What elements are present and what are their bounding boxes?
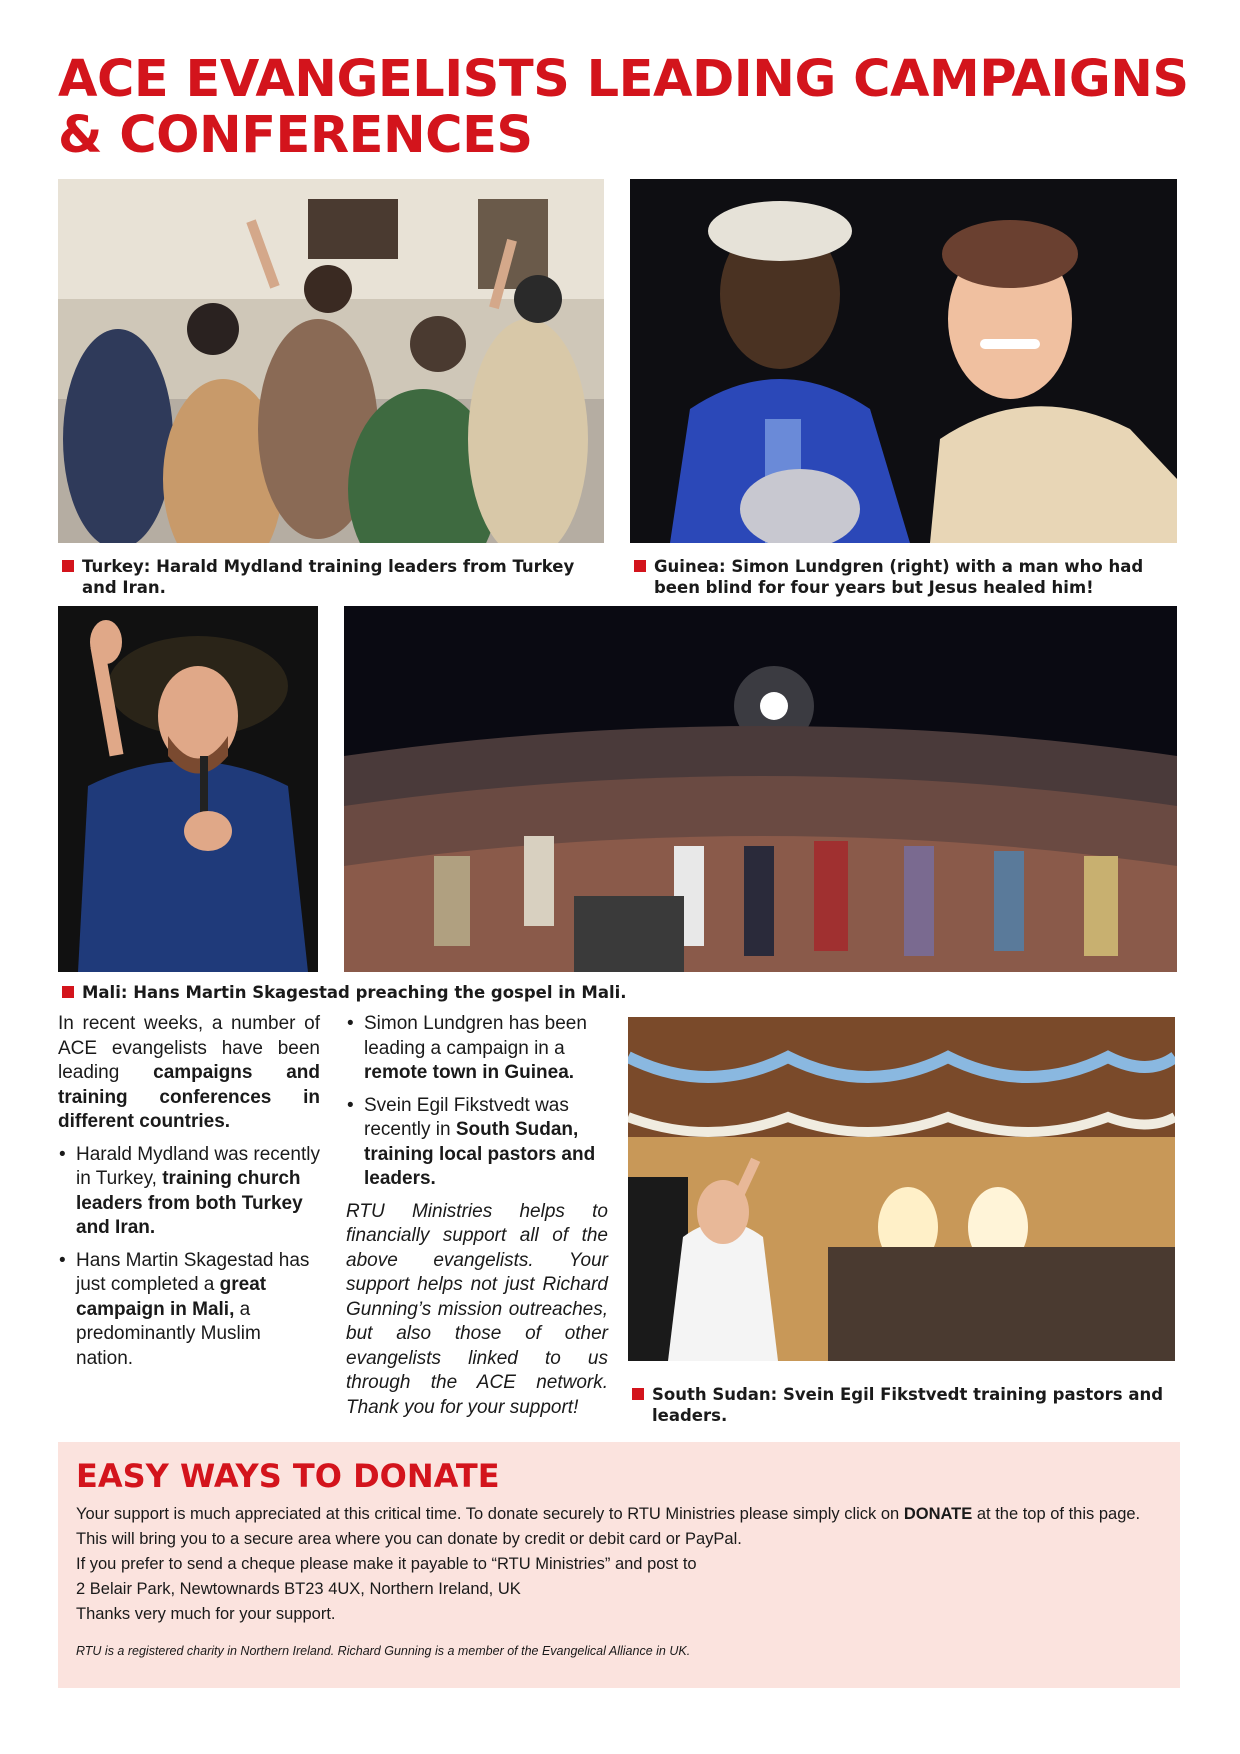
caption-marker <box>634 560 646 572</box>
donate-address: 2 Belair Park, Newtownards BT23 4UX, Northern Ireland, UK <box>76 1580 521 1598</box>
photo-south-sudan <box>628 1017 1175 1361</box>
donate-thanks: Thanks very much for your support. <box>76 1605 336 1623</box>
caption-south-sudan-text: South Sudan: Svein Egil Fikstvedt training pastors and leaders. <box>652 1385 1164 1425</box>
bullet-item <box>346 1012 608 1086</box>
bullet-item <box>58 1249 320 1372</box>
photo-mali-crowd <box>344 606 1177 972</box>
donate-p1-before: Your support is much appreciated at this critical time. To donate securely to RTU Ministries please simply click on <box>76 1505 904 1523</box>
donate-paragraph-2: If you prefer to send a cheque please make it payable to “RTU Ministries” and post to <box>76 1555 697 1573</box>
caption-guinea <box>634 556 1180 598</box>
charity-footnote: RTU is a registered charity in Northern Ireland. Richard Gunning is a member of the Evangelical Alliance in UK. <box>76 1644 691 1658</box>
bullet-plain: Simon Lundgren has been leading a campaign in a <box>364 1013 587 1059</box>
caption-mali-text: Mali: Hans Martin Skagestad preaching the gospel in Mali. <box>82 983 627 1002</box>
bullet-bold: South Sudan, training local pastors and leaders. <box>364 1119 596 1189</box>
bullet-bold: training church leaders from both Turkey and Iran. <box>76 1168 303 1238</box>
bullet-bold: remote town in Guinea. <box>364 1062 575 1083</box>
donate-paragraph-1 <box>76 1502 1162 1552</box>
caption-turkey <box>62 556 602 598</box>
closing-paragraph: RTU Ministries helps to financially support all of the above evangelists. Your support helps not just Richard Gunning’s mission outreaches, but also those of other evangelists linked to us through the ACE network. Thank you for your support! <box>346 1200 608 1418</box>
photo-mali-preacher <box>58 606 318 972</box>
bullet-item <box>346 1094 608 1192</box>
caption-mali <box>62 982 862 1003</box>
donate-p1-after: at the top of this page. This will bring you to a secure area where you can donate by credit or debit card or PayPal. <box>76 1505 1141 1548</box>
page-title-line-2: & CONFERENCES <box>58 106 533 165</box>
bullet-list-1 <box>58 1143 320 1372</box>
bullet-plain: Svein Egil Fikstvedt was recently in <box>364 1094 569 1140</box>
page-title <box>58 52 1198 164</box>
article-intro-plain: In recent weeks, a number of ACE evangelists have been leading <box>58 1013 320 1083</box>
caption-guinea-text: Guinea: Simon Lundgren (right) with a man who had been blind for four years but Jesus healed him! <box>654 557 1144 597</box>
article-intro-bold: campaigns and training conferences in different countries. <box>58 1062 320 1132</box>
caption-south-sudan <box>632 1384 1180 1426</box>
caption-marker <box>632 1388 644 1400</box>
bullet-item <box>58 1143 320 1241</box>
bullet-plain: Harald Mydland was recently in Turkey, <box>76 1143 320 1189</box>
donate-link[interactable]: DONATE <box>903 1505 973 1523</box>
article-intro <box>58 1012 320 1135</box>
bullet-bold: great campaign in Mali, <box>76 1274 267 1320</box>
bullet-list-2 <box>346 1012 608 1192</box>
photo-guinea <box>630 179 1177 543</box>
caption-marker <box>62 986 74 998</box>
bullet-after: a predominantly Muslim nation. <box>76 1298 261 1369</box>
donate-box <box>58 1442 1180 1688</box>
donate-heading: EASY WAYS TO DONATE <box>76 1457 500 1495</box>
bullet-plain: Hans Martin Skagestad has just completed a <box>76 1249 310 1295</box>
caption-marker <box>62 560 74 572</box>
page-title-line-1: ACE EVANGELISTS LEADING CAMPAIGNS <box>58 50 1189 109</box>
article-column-2 <box>346 1012 608 1420</box>
caption-turkey-text: Turkey: Harald Mydland training leaders from Turkey and Iran. <box>82 557 575 597</box>
photo-turkey <box>58 179 604 543</box>
article-column-1 <box>58 1012 320 1379</box>
